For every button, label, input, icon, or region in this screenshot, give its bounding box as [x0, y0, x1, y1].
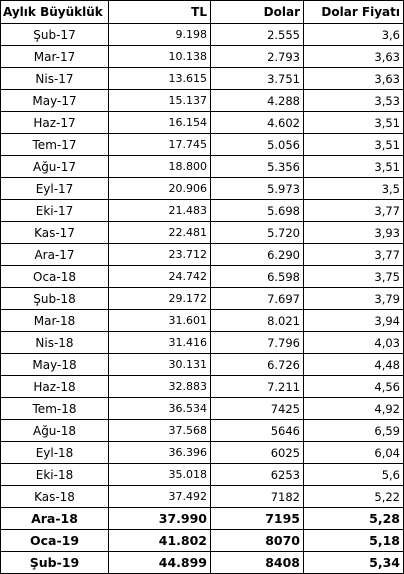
dolar-fiyati-cell: 6,04 [304, 442, 404, 464]
month-cell: Mar-18 [1, 310, 109, 332]
dolar-fiyati-cell: 5,18 [304, 530, 404, 552]
month-cell: Ağu-18 [1, 420, 109, 442]
month-cell: May-17 [1, 90, 109, 112]
dolar-cell: 2.555 [211, 24, 304, 46]
dolar-fiyati-cell: 4,48 [304, 354, 404, 376]
month-cell: Haz-18 [1, 376, 109, 398]
dolar-cell: 6.726 [211, 354, 304, 376]
table-row [1, 310, 404, 332]
month-cell: Oca-18 [1, 266, 109, 288]
dolar-fiyati-cell: 3,63 [304, 68, 404, 90]
tl-cell: 37.492 [109, 486, 211, 508]
table-row [1, 156, 404, 178]
tl-cell: 18.800 [109, 156, 211, 178]
dolar-fiyati-cell: 5,34 [304, 552, 404, 574]
table-body [1, 24, 404, 574]
table-row [1, 552, 404, 574]
tl-cell: 23.712 [109, 244, 211, 266]
dolar-cell: 4.288 [211, 90, 304, 112]
month-cell: Mar-17 [1, 46, 109, 68]
month-cell: Nis-17 [1, 68, 109, 90]
tl-cell: 31.416 [109, 332, 211, 354]
tl-cell: 15.137 [109, 90, 211, 112]
dolar-cell: 5.056 [211, 134, 304, 156]
dolar-fiyati-cell: 4,92 [304, 398, 404, 420]
tl-cell: 9.198 [109, 24, 211, 46]
table-row [1, 178, 404, 200]
dolar-fiyati-cell: 3,5 [304, 178, 404, 200]
dolar-cell: 4.602 [211, 112, 304, 134]
month-cell: May-18 [1, 354, 109, 376]
table-row [1, 376, 404, 398]
tl-cell: 24.742 [109, 266, 211, 288]
tl-cell: 17.745 [109, 134, 211, 156]
tl-cell: 36.396 [109, 442, 211, 464]
tl-cell: 37.990 [109, 508, 211, 530]
header-dolar-fiyati: Dolar Fiyatı [304, 1, 404, 24]
month-cell: Ara-17 [1, 244, 109, 266]
header-row [1, 1, 404, 24]
month-cell: Tem-17 [1, 134, 109, 156]
dolar-cell: 5.973 [211, 178, 304, 200]
dolar-cell: 2.793 [211, 46, 304, 68]
dolar-cell: 7.796 [211, 332, 304, 354]
month-cell: Eyl-17 [1, 178, 109, 200]
dolar-cell: 5.720 [211, 222, 304, 244]
table-row [1, 134, 404, 156]
dolar-fiyati-cell: 3,53 [304, 90, 404, 112]
header-dolar: Dolar [211, 1, 304, 24]
dolar-cell: 8.021 [211, 310, 304, 332]
dolar-cell: 7182 [211, 486, 304, 508]
dolar-cell: 5646 [211, 420, 304, 442]
month-cell: Oca-19 [1, 530, 109, 552]
tl-cell: 10.138 [109, 46, 211, 68]
tl-cell: 44.899 [109, 552, 211, 574]
dolar-fiyati-cell: 3,63 [304, 46, 404, 68]
dolar-fiyati-cell: 4,03 [304, 332, 404, 354]
dolar-cell: 3.751 [211, 68, 304, 90]
dolar-fiyati-cell: 5,6 [304, 464, 404, 486]
tl-cell: 41.802 [109, 530, 211, 552]
tl-cell: 29.172 [109, 288, 211, 310]
header-tl: TL [109, 1, 211, 24]
dolar-fiyati-cell: 5,28 [304, 508, 404, 530]
dolar-cell: 7425 [211, 398, 304, 420]
month-cell: Şub-17 [1, 24, 109, 46]
tl-cell: 30.131 [109, 354, 211, 376]
month-cell: Eki-18 [1, 464, 109, 486]
tl-cell: 37.568 [109, 420, 211, 442]
table-row [1, 420, 404, 442]
dolar-fiyati-cell: 4,56 [304, 376, 404, 398]
month-cell: Şub-18 [1, 288, 109, 310]
dolar-fiyati-cell: 3,51 [304, 112, 404, 134]
dolar-cell: 5.356 [211, 156, 304, 178]
table-row [1, 24, 404, 46]
table-row [1, 288, 404, 310]
table-row [1, 486, 404, 508]
table-row [1, 442, 404, 464]
dolar-cell: 6253 [211, 464, 304, 486]
dolar-fiyati-cell: 3,51 [304, 134, 404, 156]
table-row [1, 530, 404, 552]
month-cell: Tem-18 [1, 398, 109, 420]
tl-cell: 16.154 [109, 112, 211, 134]
dolar-cell: 6025 [211, 442, 304, 464]
month-cell: Kas-17 [1, 222, 109, 244]
table-row [1, 200, 404, 222]
dolar-cell: 7.211 [211, 376, 304, 398]
table-row [1, 508, 404, 530]
tl-cell: 22.481 [109, 222, 211, 244]
dolar-fiyati-cell: 3,77 [304, 244, 404, 266]
tl-cell: 20.906 [109, 178, 211, 200]
dolar-cell: 8408 [211, 552, 304, 574]
tl-cell: 32.883 [109, 376, 211, 398]
month-cell: Şub-19 [1, 552, 109, 574]
table-row [1, 112, 404, 134]
table-row [1, 266, 404, 288]
dolar-fiyati-cell: 3,77 [304, 200, 404, 222]
dolar-cell: 6.598 [211, 266, 304, 288]
table-row [1, 464, 404, 486]
tl-cell: 13.615 [109, 68, 211, 90]
dolar-fiyati-cell: 3,51 [304, 156, 404, 178]
month-cell: Ara-18 [1, 508, 109, 530]
dolar-fiyati-cell: 3,75 [304, 266, 404, 288]
month-cell: Haz-17 [1, 112, 109, 134]
dolar-fiyati-cell: 5,22 [304, 486, 404, 508]
table-row [1, 398, 404, 420]
month-cell: Eki-17 [1, 200, 109, 222]
table-row [1, 90, 404, 112]
table-row [1, 222, 404, 244]
month-cell: Ağu-17 [1, 156, 109, 178]
tl-cell: 36.534 [109, 398, 211, 420]
table-row [1, 332, 404, 354]
table-row [1, 244, 404, 266]
dolar-cell: 7.697 [211, 288, 304, 310]
table-row [1, 46, 404, 68]
dolar-fiyati-cell: 3,79 [304, 288, 404, 310]
table-row [1, 68, 404, 90]
dolar-fiyati-cell: 6,59 [304, 420, 404, 442]
dolar-cell: 7195 [211, 508, 304, 530]
dolar-fiyati-cell: 3,94 [304, 310, 404, 332]
month-cell: Kas-18 [1, 486, 109, 508]
dolar-cell: 5.698 [211, 200, 304, 222]
tl-cell: 21.483 [109, 200, 211, 222]
month-cell: Eyl-18 [1, 442, 109, 464]
dolar-fiyati-cell: 3,6 [304, 24, 404, 46]
tl-cell: 35.018 [109, 464, 211, 486]
dolar-cell: 6.290 [211, 244, 304, 266]
dolar-cell: 8070 [211, 530, 304, 552]
header-aylik-buyukluk: Aylık Büyüklük [1, 1, 109, 24]
month-cell: Nis-18 [1, 332, 109, 354]
dolar-fiyati-cell: 3,93 [304, 222, 404, 244]
tl-cell: 31.601 [109, 310, 211, 332]
table-row [1, 354, 404, 376]
